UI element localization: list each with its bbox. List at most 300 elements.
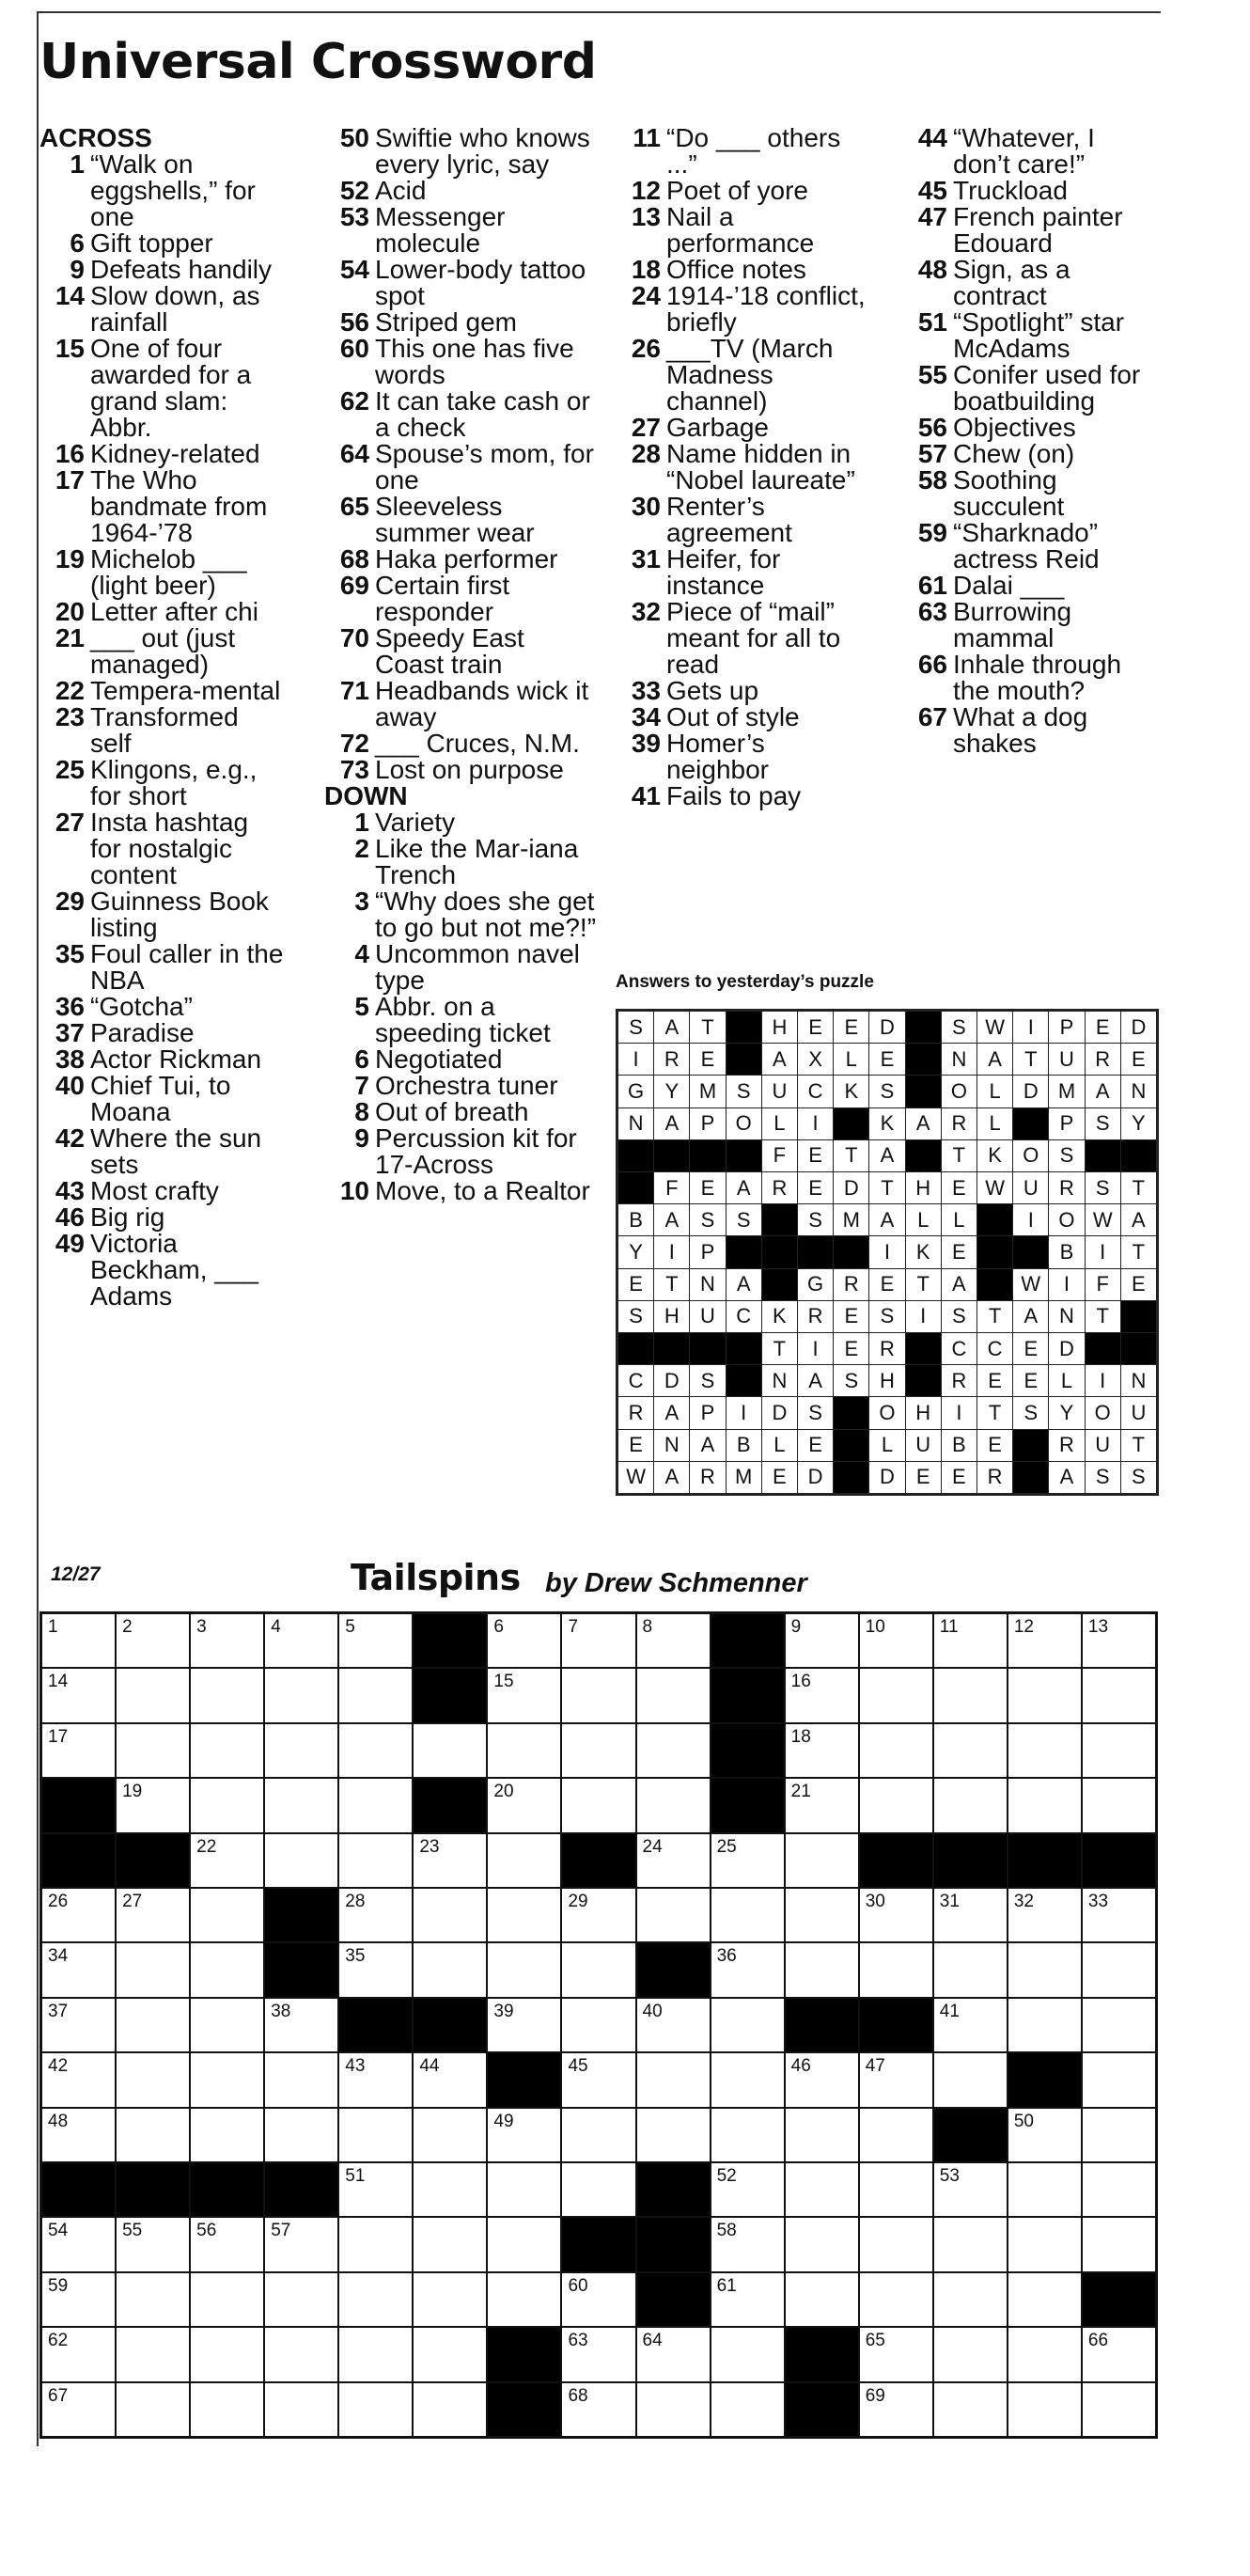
grid-cell[interactable] <box>117 2383 189 2436</box>
grid-cell[interactable] <box>1083 2109 1155 2161</box>
clue-item <box>324 441 597 494</box>
grid-cell[interactable] <box>265 2273 337 2326</box>
grid-cell[interactable] <box>42 1943 115 1996</box>
clue-item <box>324 257 597 309</box>
grid-cell[interactable] <box>488 2218 560 2270</box>
grid-black-square <box>414 1614 486 1667</box>
clue-number: 63 <box>917 597 947 626</box>
grid-clue-number: 42 <box>48 2056 69 2077</box>
clue-number: 16 <box>55 439 85 468</box>
grid-cell[interactable] <box>786 1779 858 1831</box>
grid-cell[interactable] <box>191 1779 263 1831</box>
grid-cell[interactable] <box>339 2218 412 2270</box>
grid-cell[interactable] <box>117 2053 189 2106</box>
grid-cell[interactable] <box>711 2218 784 2270</box>
grid-cell[interactable] <box>562 1999 634 2051</box>
grid-cell[interactable] <box>339 1889 412 1941</box>
grid-cell[interactable] <box>860 1779 932 1831</box>
grid-cell[interactable] <box>339 2053 412 2106</box>
grid-cell[interactable] <box>860 2273 932 2326</box>
grid-cell[interactable] <box>860 1724 932 1777</box>
answer-black-cell <box>906 1333 941 1364</box>
grid-cell[interactable] <box>860 2383 932 2436</box>
answer-cell: L <box>906 1204 941 1235</box>
grid-cell[interactable] <box>265 2053 337 2106</box>
grid-cell[interactable] <box>860 1669 932 1721</box>
grid-clue-number: 55 <box>122 2221 143 2241</box>
grid-cell[interactable] <box>488 1889 560 1941</box>
answer-black-cell <box>618 1333 653 1364</box>
grid-cell[interactable] <box>786 1614 858 1667</box>
grid-cell[interactable] <box>637 1889 710 1941</box>
grid-cell[interactable] <box>1008 1943 1081 1996</box>
grid-clue-number: 31 <box>939 1892 960 1911</box>
grid-cell[interactable] <box>786 2109 858 2161</box>
clue-item <box>39 336 286 441</box>
grid-cell[interactable] <box>637 1724 710 1777</box>
grid-cell[interactable] <box>786 2163 858 2216</box>
grid-cell[interactable] <box>637 1614 710 1667</box>
grid-cell[interactable] <box>1008 1724 1081 1777</box>
grid-cell[interactable] <box>1083 1889 1155 1941</box>
grid-cell[interactable] <box>934 1724 1007 1777</box>
answer-cell: F <box>654 1172 689 1203</box>
answer-black-cell <box>906 1044 941 1075</box>
grid-clue-number: 49 <box>493 2111 514 2131</box>
clue-number: 66 <box>917 650 947 679</box>
grid-black-square <box>786 2328 858 2380</box>
grid-black-square <box>42 1779 115 1831</box>
grid-cell[interactable] <box>488 1779 560 1831</box>
grid-cell[interactable] <box>860 2328 932 2380</box>
clue-text: French painter Edouard <box>953 202 1123 258</box>
grid-black-square <box>637 2163 710 2216</box>
grid-cell[interactable] <box>637 2383 710 2436</box>
grid-cell[interactable] <box>562 2383 634 2436</box>
grid-clue-number: 58 <box>716 2221 737 2241</box>
grid-cell[interactable] <box>562 1779 634 1831</box>
grid-cell[interactable] <box>191 2218 263 2270</box>
grid-cell[interactable] <box>191 2383 263 2436</box>
clue-text: Truckload <box>953 176 1068 205</box>
grid-cell[interactable] <box>414 2053 486 2106</box>
grid-cell[interactable] <box>488 1943 560 1996</box>
grid-cell[interactable] <box>191 2328 263 2380</box>
grid-cell[interactable] <box>934 1889 1007 1941</box>
grid-cell[interactable] <box>488 2163 560 2216</box>
grid-cell[interactable] <box>1008 1999 1081 2051</box>
clue-number: 24 <box>631 281 661 310</box>
grid-cell[interactable] <box>711 1999 784 2051</box>
answer-cell: Y <box>1121 1108 1156 1139</box>
clue-item <box>39 546 286 599</box>
grid-cell[interactable] <box>1008 2383 1081 2436</box>
grid-cell[interactable] <box>562 1943 634 1996</box>
grid-cell[interactable] <box>414 1834 486 1887</box>
grid-cell[interactable] <box>265 1614 337 1667</box>
grid-clue-number: 22 <box>196 1836 217 1857</box>
grid-cell[interactable] <box>339 2163 412 2216</box>
grid-cell[interactable] <box>42 1889 115 1941</box>
grid-cell[interactable] <box>934 1943 1007 1996</box>
grid-cell[interactable] <box>339 2328 412 2380</box>
grid-cell[interactable] <box>265 1669 337 1721</box>
clue-item <box>324 836 597 888</box>
clue-item <box>902 125 1156 178</box>
answer-black-cell <box>977 1269 1012 1300</box>
grid-cell[interactable] <box>562 2109 634 2161</box>
clue-item <box>39 941 286 994</box>
answer-black-cell <box>1086 1333 1120 1364</box>
answer-cell: I <box>1013 1204 1048 1235</box>
grid-cell[interactable] <box>786 2218 858 2270</box>
grid-cell[interactable] <box>860 1614 932 1667</box>
answer-cell: C <box>727 1301 761 1332</box>
grid-cell[interactable] <box>414 1889 486 1941</box>
grid-cell[interactable] <box>1008 1779 1081 1831</box>
answer-cell: E <box>1086 1012 1120 1043</box>
grid-cell[interactable] <box>1083 1999 1155 2051</box>
grid-cell[interactable] <box>117 1614 189 1667</box>
answer-cell: A <box>942 1269 977 1300</box>
grid-cell[interactable] <box>488 1669 560 1721</box>
grid-cell[interactable] <box>1083 1669 1155 1721</box>
grid-clue-number: 35 <box>345 1946 366 1967</box>
clue-text: Out of style <box>666 702 800 731</box>
clue-number: 30 <box>631 492 661 521</box>
grid-cell[interactable] <box>860 1889 932 1941</box>
grid-cell[interactable] <box>265 1724 337 1777</box>
grid-cell[interactable] <box>860 2109 932 2161</box>
grid-cell[interactable] <box>265 2328 337 2380</box>
grid-cell[interactable] <box>860 2218 932 2270</box>
grid-cell[interactable] <box>562 1614 634 1667</box>
clue-number: 37 <box>55 1018 85 1047</box>
grid-cell[interactable] <box>637 2053 710 2106</box>
clue-column-3 <box>616 125 869 809</box>
grid-cell[interactable] <box>117 2273 189 2326</box>
clue-number: 1 <box>354 808 369 837</box>
grid-cell[interactable] <box>562 2163 634 2216</box>
clue-item <box>902 441 1156 467</box>
grid-cell[interactable] <box>339 1779 412 1831</box>
answer-cell: O <box>869 1397 904 1428</box>
answer-black-cell <box>906 1140 941 1171</box>
grid-cell[interactable] <box>786 1889 858 1941</box>
grid-cell[interactable] <box>117 1724 189 1777</box>
answer-cell: N <box>690 1269 725 1300</box>
grid-cell[interactable] <box>339 2383 412 2436</box>
grid-cell[interactable] <box>1008 2218 1081 2270</box>
grid-cell[interactable] <box>637 1999 710 2051</box>
clue-text: Negotiated <box>375 1045 503 1074</box>
grid-black-square <box>860 1834 932 1887</box>
grid-clue-number: 68 <box>568 2385 588 2406</box>
clue-item <box>902 704 1156 757</box>
grid-cell[interactable] <box>934 2328 1007 2380</box>
clue-item <box>324 1073 597 1099</box>
answer-cell: E <box>869 1269 904 1300</box>
grid-cell[interactable] <box>42 2218 115 2270</box>
clue-number: 29 <box>55 887 85 916</box>
grid-clue-number: 8 <box>642 1617 653 1637</box>
grid-cell[interactable] <box>860 2053 932 2106</box>
grid-cell[interactable] <box>711 2273 784 2326</box>
grid-cell[interactable] <box>562 1724 634 1777</box>
grid-cell[interactable] <box>934 2383 1007 2436</box>
answer-cell: T <box>834 1140 868 1171</box>
clue-number: 39 <box>631 729 661 758</box>
answer-cell: S <box>942 1012 977 1043</box>
grid-cell[interactable] <box>42 1669 115 1721</box>
grid-cell[interactable] <box>117 1889 189 1941</box>
grid-cell[interactable] <box>711 1834 784 1887</box>
clue-number: 6 <box>354 1045 369 1074</box>
grid-cell[interactable] <box>562 2328 634 2380</box>
answer-black-cell <box>727 1044 761 1075</box>
grid-clue-number: 27 <box>122 1892 143 1911</box>
grid-clue-number: 37 <box>48 2001 69 2021</box>
grid-clue-number: 20 <box>493 1782 514 1802</box>
grid-cell[interactable] <box>42 2053 115 2106</box>
grid-cell[interactable] <box>711 2163 784 2216</box>
grid-cell[interactable] <box>191 1889 263 1941</box>
grid-black-square <box>191 2163 263 2216</box>
clue-text: Uncommon navel type <box>375 939 580 995</box>
grid-cell[interactable] <box>191 1834 263 1887</box>
grid-cell[interactable] <box>488 1999 560 2051</box>
grid-clue-number: 6 <box>493 1617 504 1637</box>
grid-cell[interactable] <box>191 1999 263 2051</box>
grid-cell[interactable] <box>934 1779 1007 1831</box>
grid-cell[interactable] <box>711 2109 784 2161</box>
grid-cell[interactable] <box>191 1669 263 1721</box>
grid-cell[interactable] <box>786 1724 858 1777</box>
grid-cell[interactable] <box>562 2273 634 2326</box>
grid-cell[interactable] <box>191 2273 263 2326</box>
grid-cell[interactable] <box>488 1834 560 1887</box>
grid-clue-number: 26 <box>48 1892 69 1911</box>
answer-black-cell <box>977 1236 1012 1267</box>
grid-cell[interactable] <box>42 1614 115 1667</box>
grid-cell[interactable] <box>711 2328 784 2380</box>
grid-cell[interactable] <box>191 2109 263 2161</box>
grid-cell[interactable] <box>1008 2109 1081 2161</box>
grid-cell[interactable] <box>637 2328 710 2380</box>
clue-number: 54 <box>339 255 369 284</box>
clue-item <box>324 941 597 994</box>
grid-cell[interactable] <box>339 1834 412 1887</box>
grid-cell[interactable] <box>414 2163 486 2216</box>
answer-cell: T <box>1121 1430 1156 1461</box>
answer-cell: O <box>1086 1397 1120 1428</box>
grid-cell[interactable] <box>1083 2383 1155 2436</box>
grid-cell[interactable] <box>191 1943 263 1996</box>
grid-cell[interactable] <box>488 1614 560 1667</box>
answer-cell: U <box>906 1430 941 1461</box>
grid-cell[interactable] <box>1008 2328 1081 2380</box>
grid-cell[interactable] <box>488 2109 560 2161</box>
answer-cell: D <box>1121 1012 1156 1043</box>
grid-cell[interactable] <box>42 2383 115 2436</box>
grid-cell[interactable] <box>191 1724 263 1777</box>
clue-item <box>616 178 869 204</box>
clue-text: Gets up <box>666 676 759 705</box>
grid-cell[interactable] <box>414 2383 486 2436</box>
clue-item <box>39 283 286 336</box>
grid-black-square <box>414 1669 486 1721</box>
grid-clue-number: 50 <box>1013 2111 1034 2131</box>
grid-cell[interactable] <box>488 2273 560 2326</box>
grid-cell[interactable] <box>1008 2273 1081 2326</box>
grid-cell[interactable] <box>42 2109 115 2161</box>
grid-cell[interactable] <box>1008 1614 1081 1667</box>
grid-clue-number: 38 <box>271 2001 291 2021</box>
answer-cell: R <box>1049 1172 1084 1203</box>
grid-cell[interactable] <box>42 2328 115 2380</box>
grid-cell[interactable] <box>339 1943 412 1996</box>
clue-number: 56 <box>339 307 369 337</box>
grid-cell[interactable] <box>265 1779 337 1831</box>
answer-cell: A <box>869 1204 904 1235</box>
grid-clue-number: 32 <box>1013 1892 1034 1911</box>
clue-text: Burrowing mammal <box>953 597 1072 652</box>
clue-item <box>616 546 869 599</box>
answer-cell: S <box>690 1204 725 1235</box>
grid-cell[interactable] <box>1008 1889 1081 1941</box>
grid-cell[interactable] <box>860 1943 932 1996</box>
answer-cell: I <box>1086 1236 1120 1267</box>
grid-cell[interactable] <box>117 2218 189 2270</box>
grid-cell[interactable] <box>117 1669 189 1721</box>
grid-cell[interactable] <box>711 2383 784 2436</box>
grid-cell[interactable] <box>414 1943 486 1996</box>
grid-cell[interactable] <box>339 2273 412 2326</box>
answer-cell: C <box>977 1333 1012 1364</box>
grid-cell[interactable] <box>786 2273 858 2326</box>
clue-number: 17 <box>55 465 85 495</box>
grid-cell[interactable] <box>1083 2163 1155 2216</box>
grid-cell[interactable] <box>637 1669 710 1721</box>
clue-item <box>616 730 869 783</box>
grid-cell[interactable] <box>1083 1724 1155 1777</box>
grid-cell[interactable] <box>934 1999 1007 2051</box>
grid-cell[interactable] <box>786 1834 858 1887</box>
grid-cell[interactable] <box>265 2218 337 2270</box>
grid-cell[interactable] <box>934 2163 1007 2216</box>
grid-cell[interactable] <box>711 1889 784 1941</box>
grid-cell[interactable] <box>786 1943 858 1996</box>
grid-cell[interactable] <box>934 2053 1007 2106</box>
grid-clue-number: 62 <box>48 2331 69 2351</box>
grid-cell[interactable] <box>42 2273 115 2326</box>
answer-cell: W <box>1013 1269 1048 1300</box>
grid-cell[interactable] <box>339 2109 412 2161</box>
grid-cell[interactable] <box>1083 1943 1155 1996</box>
grid-cell[interactable] <box>1083 2053 1155 2106</box>
clue-item <box>324 125 597 178</box>
grid-cell[interactable] <box>414 1724 486 1777</box>
answer-black-cell <box>690 1333 725 1364</box>
grid-cell[interactable] <box>414 2218 486 2270</box>
clue-number: 45 <box>917 176 947 205</box>
clue-text: Sleeveless summer wear <box>375 492 535 547</box>
grid-clue-number: 65 <box>865 2331 885 2351</box>
grid-cell[interactable] <box>117 2109 189 2161</box>
grid-cell[interactable] <box>637 1834 710 1887</box>
grid-cell[interactable] <box>711 2053 784 2106</box>
answer-cell: A <box>727 1269 761 1300</box>
grid-cell[interactable] <box>414 2109 486 2161</box>
grid-cell[interactable] <box>562 1889 634 1941</box>
grid-cell[interactable] <box>42 1724 115 1777</box>
answer-cell: S <box>727 1076 761 1107</box>
clue-text: What a dog shakes <box>953 702 1088 758</box>
grid-clue-number: 39 <box>493 2001 514 2021</box>
grid-cell[interactable] <box>1083 2218 1155 2270</box>
grid-cell[interactable] <box>414 2328 486 2380</box>
grid-clue-number: 36 <box>716 1946 737 1967</box>
grid-cell[interactable] <box>637 2109 710 2161</box>
grid-cell[interactable] <box>860 2163 932 2216</box>
grid-clue-number: 9 <box>790 1617 802 1637</box>
clue-item <box>39 994 286 1020</box>
grid-cell[interactable] <box>117 1999 189 2051</box>
grid-cell[interactable] <box>562 1669 634 1721</box>
grid-cell[interactable] <box>1083 1779 1155 1831</box>
grid-cell[interactable] <box>562 2053 634 2106</box>
clue-number: 28 <box>631 439 661 468</box>
grid-cell[interactable] <box>934 2273 1007 2326</box>
grid-cell[interactable] <box>786 2053 858 2106</box>
grid-cell[interactable] <box>191 1614 263 1667</box>
grid-cell[interactable] <box>711 1943 784 1996</box>
grid-cell[interactable] <box>934 1614 1007 1667</box>
grid-cell[interactable] <box>488 1724 560 1777</box>
answer-cell: E <box>690 1044 725 1075</box>
grid-cell[interactable] <box>42 1999 115 2051</box>
grid-cell[interactable] <box>637 1779 710 1831</box>
answer-cell: S <box>1121 1462 1156 1493</box>
answer-cell: S <box>798 1397 833 1428</box>
grid-cell[interactable] <box>265 2383 337 2436</box>
grid-cell[interactable] <box>1083 2328 1155 2380</box>
answer-cell: A <box>1086 1076 1120 1107</box>
grid-cell[interactable] <box>934 1669 1007 1721</box>
answer-cell: S <box>1086 1462 1120 1493</box>
clue-number: 58 <box>917 465 947 495</box>
grid-cell[interactable] <box>117 1943 189 1996</box>
grid-cell[interactable] <box>1083 1614 1155 1667</box>
grid-cell[interactable] <box>191 2053 263 2106</box>
grid-cell[interactable] <box>786 1669 858 1721</box>
answer-black-cell <box>834 1236 868 1267</box>
grid-cell[interactable] <box>339 1669 412 1721</box>
grid-cell[interactable] <box>265 2109 337 2161</box>
grid-cell[interactable] <box>265 1999 337 2051</box>
grid-cell[interactable] <box>117 1779 189 1831</box>
grid-cell[interactable] <box>1008 1669 1081 1721</box>
clue-text: Slow down, as rainfall <box>90 281 260 337</box>
grid-clue-number: 14 <box>48 1672 69 1692</box>
grid-cell[interactable] <box>339 1724 412 1777</box>
grid-cell[interactable] <box>117 2328 189 2380</box>
grid-cell[interactable] <box>1008 2163 1081 2216</box>
grid-cell[interactable] <box>934 2218 1007 2270</box>
grid-cell[interactable] <box>339 1614 412 1667</box>
grid-cell[interactable] <box>265 1834 337 1887</box>
grid-cell[interactable] <box>414 2273 486 2326</box>
